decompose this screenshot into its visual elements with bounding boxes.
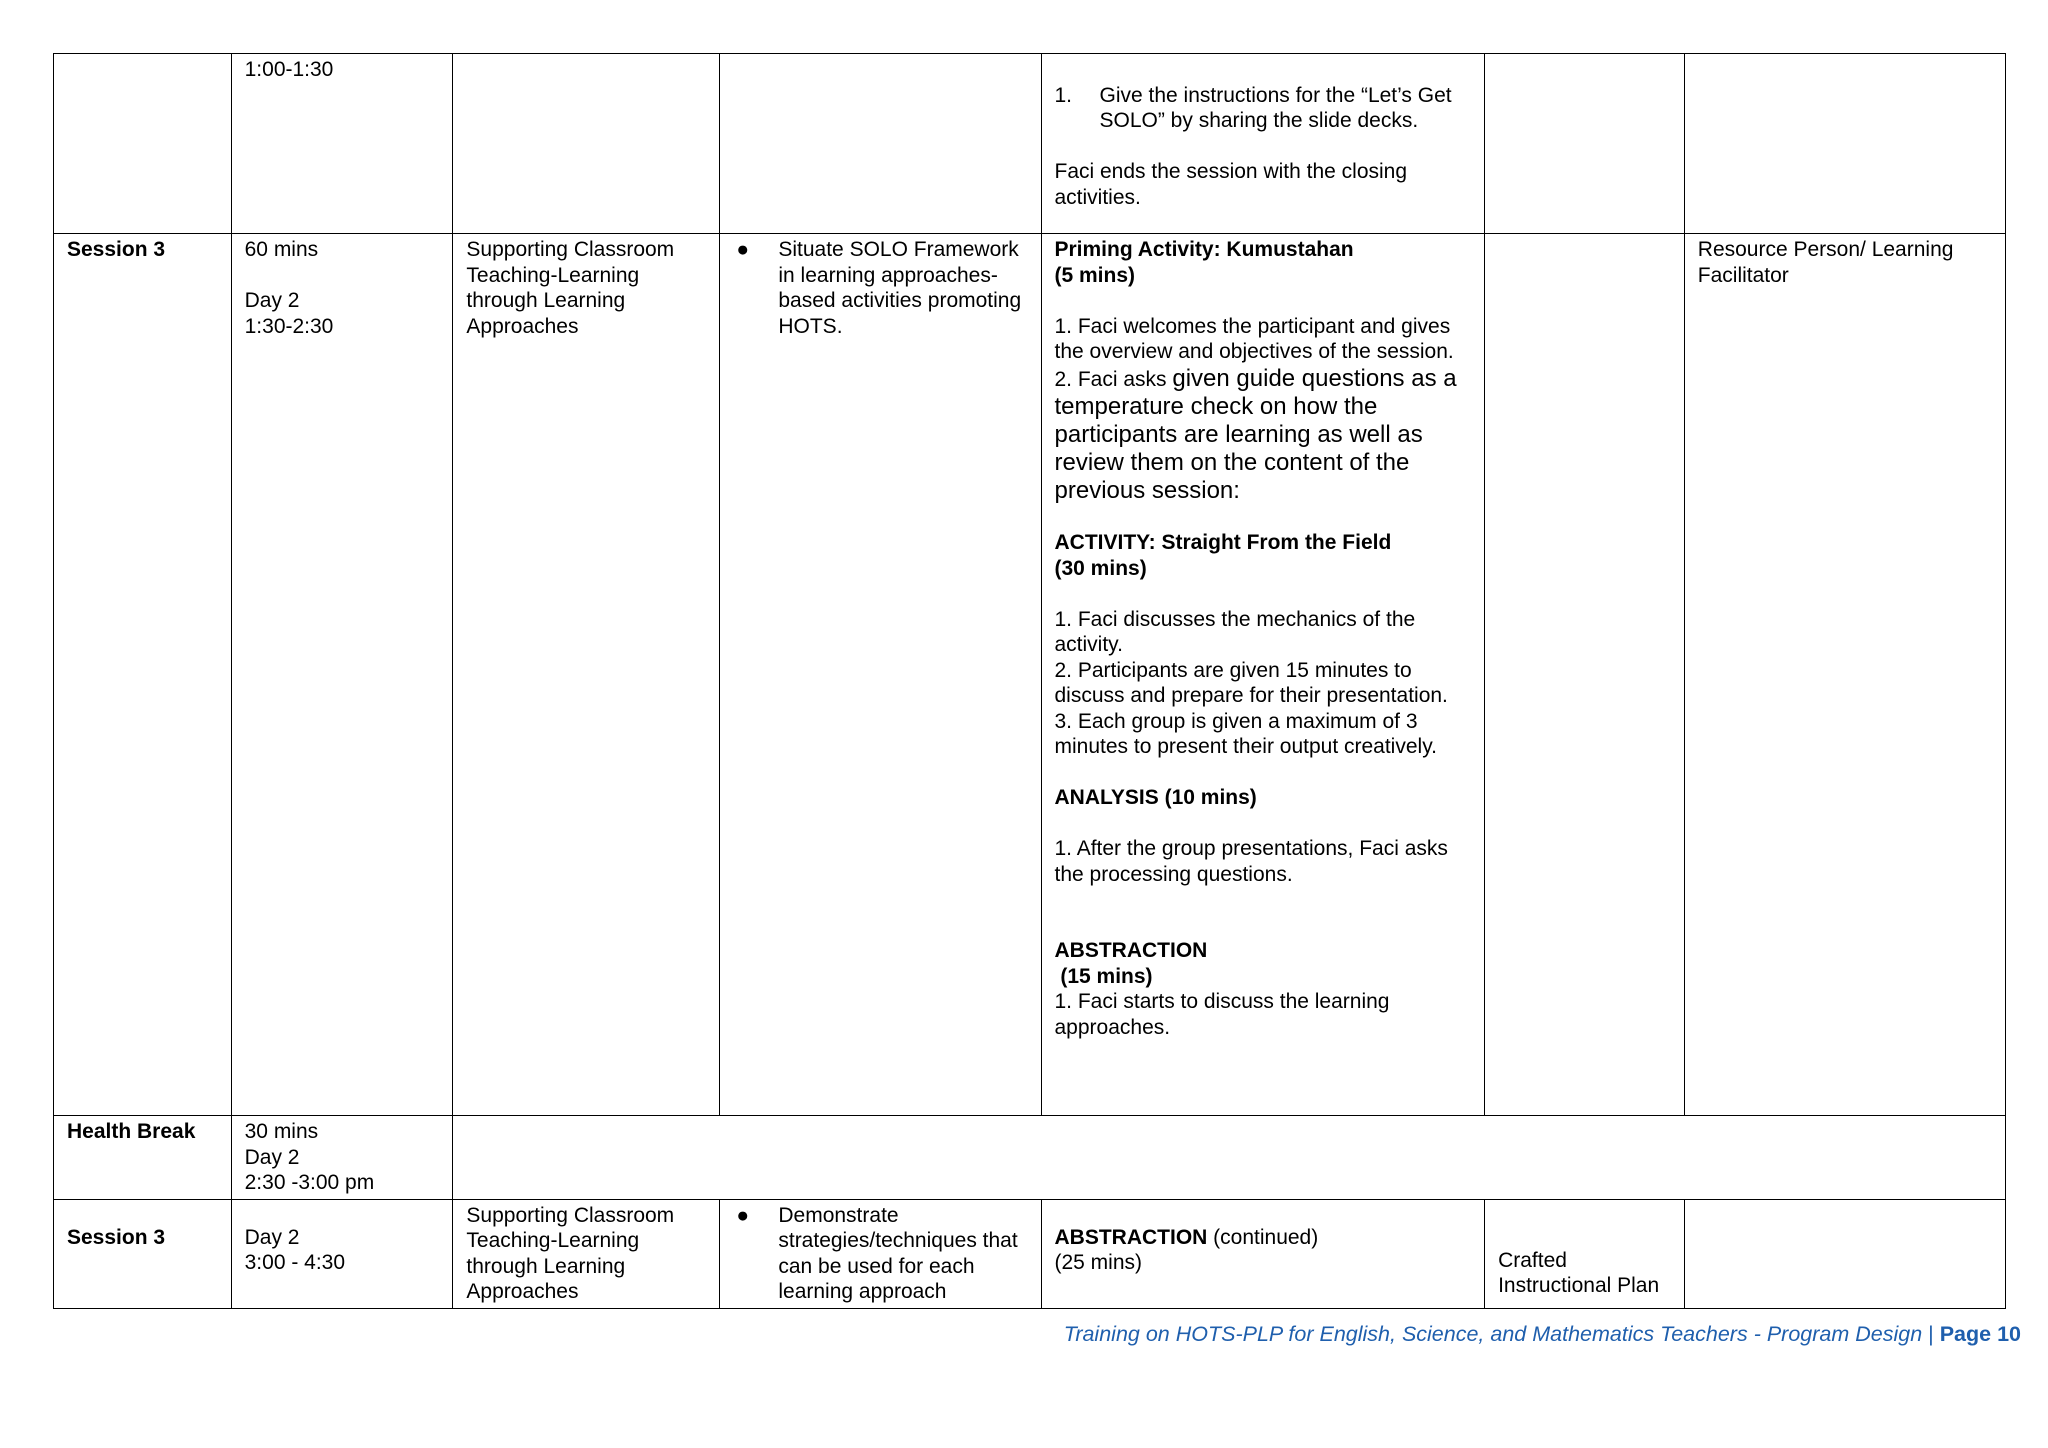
abstraction-duration: (15 mins) [1054,964,1153,988]
time-cell [231,1116,453,1200]
closing-text: Faci ends the session with the closing activities. [1054,160,1408,209]
session-label: Health Break [67,1120,196,1143]
analysis-step-1: 1. After the group presentations, Faci asks the processing questions. [1054,837,1448,886]
output-text: Crafted Instructional Plan [1498,1248,1660,1297]
objective-cell [720,54,1041,234]
time-text: 1:00-1:30 [244,58,334,81]
person-cell [1684,54,2005,234]
abstraction-line [1055,1225,1472,1251]
objective-cell [720,234,1041,1116]
bullet-icon: ● [736,238,750,261]
objective-text: Demonstrate strategies/techniques that can be used for each learning approach [778,1203,1018,1303]
activity-step-3: 3. Each group is given a maximum of 3 minutes to present their output creatively. [1054,709,1437,758]
day-text: Day 2 [244,1225,300,1249]
objective-cell [720,1199,1041,1308]
activity-step-2: 2. Participants are given 15 minutes to discuss and prepare for their presentation. [1054,658,1448,707]
list-item [1055,83,1472,134]
day-text: Day 2 [244,1145,300,1169]
activities-cell [1041,54,1485,234]
person-cell [1684,234,2005,1116]
page-footer [1064,1322,2021,1347]
topic-cell [453,234,720,1116]
topic-text: Supporting Classroom Teaching-Learning through Learning Approaches [466,1203,675,1303]
activity-step-1: 1. Faci discusses the mechanics of the activity. [1054,607,1416,656]
program-design-table [53,53,2006,1309]
priming-step-2 [1055,365,1472,505]
instruction-list [1055,83,1472,134]
duration-text: 30 mins [244,1120,319,1143]
abstraction-duration: (25 mins) [1054,1251,1143,1274]
table-row [54,54,2006,234]
list-number: 1. [1054,83,1073,107]
output-cell [1485,54,1685,234]
break-span-cell [453,1116,2006,1200]
abstraction-note: (continued) [1207,1225,1319,1249]
objective-list [733,1203,1027,1305]
day-text: Day 2 [244,289,300,312]
activity-duration: (30 mins) [1054,556,1147,580]
topic-text: Supporting Classroom Teaching-Learning through Learning Approaches [466,238,675,338]
time-text: 2:30 -3:00 pm [244,1171,375,1194]
topic-cell [453,1199,720,1308]
bullet-icon: ● [736,1203,750,1227]
abstraction-heading: ABSTRACTION [1054,939,1208,962]
time-cell [231,1199,453,1308]
footer-separator: | [1922,1322,1940,1346]
table-row [54,234,2006,1116]
session-cell [54,1199,232,1308]
abstraction-heading: ABSTRACTION [1054,1225,1208,1249]
activities-cell [1041,234,1485,1116]
activities-cell [1041,1199,1485,1308]
time-text: 3:00 - 4:30 [244,1251,346,1274]
activity-heading: ACTIVITY: Straight From the Field [1054,531,1392,554]
output-cell [1485,1199,1685,1308]
session-cell [54,1116,232,1200]
objective-text: Situate SOLO Framework in learning approaches-based activities promoting HOTS. [778,238,1022,338]
table-row [54,1116,2006,1200]
footer-title: Training on HOTS-PLP for English, Science, and Mathematics Teachers - Program Design [1063,1322,1923,1346]
session-label: Session 3 [67,238,166,261]
list-item [733,1203,1027,1305]
person-cell [1684,1199,2005,1308]
priming-step-1: 1. Faci welcomes the participant and gives the overview and objectives of the session. [1054,314,1454,363]
time-cell [231,234,453,1116]
session-cell [54,54,232,234]
time-cell [231,54,453,234]
output-cell [1485,234,1685,1116]
list-item [733,237,1027,339]
abstraction-step-1: 1. Faci starts to discuss the learning approaches. [1054,990,1390,1039]
priming-step-2-body: given guide questions as a temperature check on how the participants are learning as well as review them on the content of the previous session: [1054,364,1457,504]
duration-text: 60 mins [244,238,319,261]
session-label: Session 3 [67,1225,166,1249]
session-cell [54,234,232,1116]
person-text: Resource Person/ Learning Facilitator [1697,238,1954,287]
priming-step-2-lead: 2. Faci asks [1054,367,1173,391]
analysis-heading: ANALYSIS (10 mins) [1054,786,1257,809]
table-row [54,1199,2006,1308]
time-text: 1:30-2:30 [244,314,334,338]
page-number: Page 10 [1939,1322,2021,1346]
priming-heading: Priming Activity: Kumustahan [1054,238,1354,261]
priming-duration: (5 mins) [1054,263,1136,287]
list-text: Give the instructions for the “Let’s Get SOLO” by sharing the slide decks. [1099,83,1452,132]
topic-cell [453,54,720,234]
objective-list [733,237,1027,339]
